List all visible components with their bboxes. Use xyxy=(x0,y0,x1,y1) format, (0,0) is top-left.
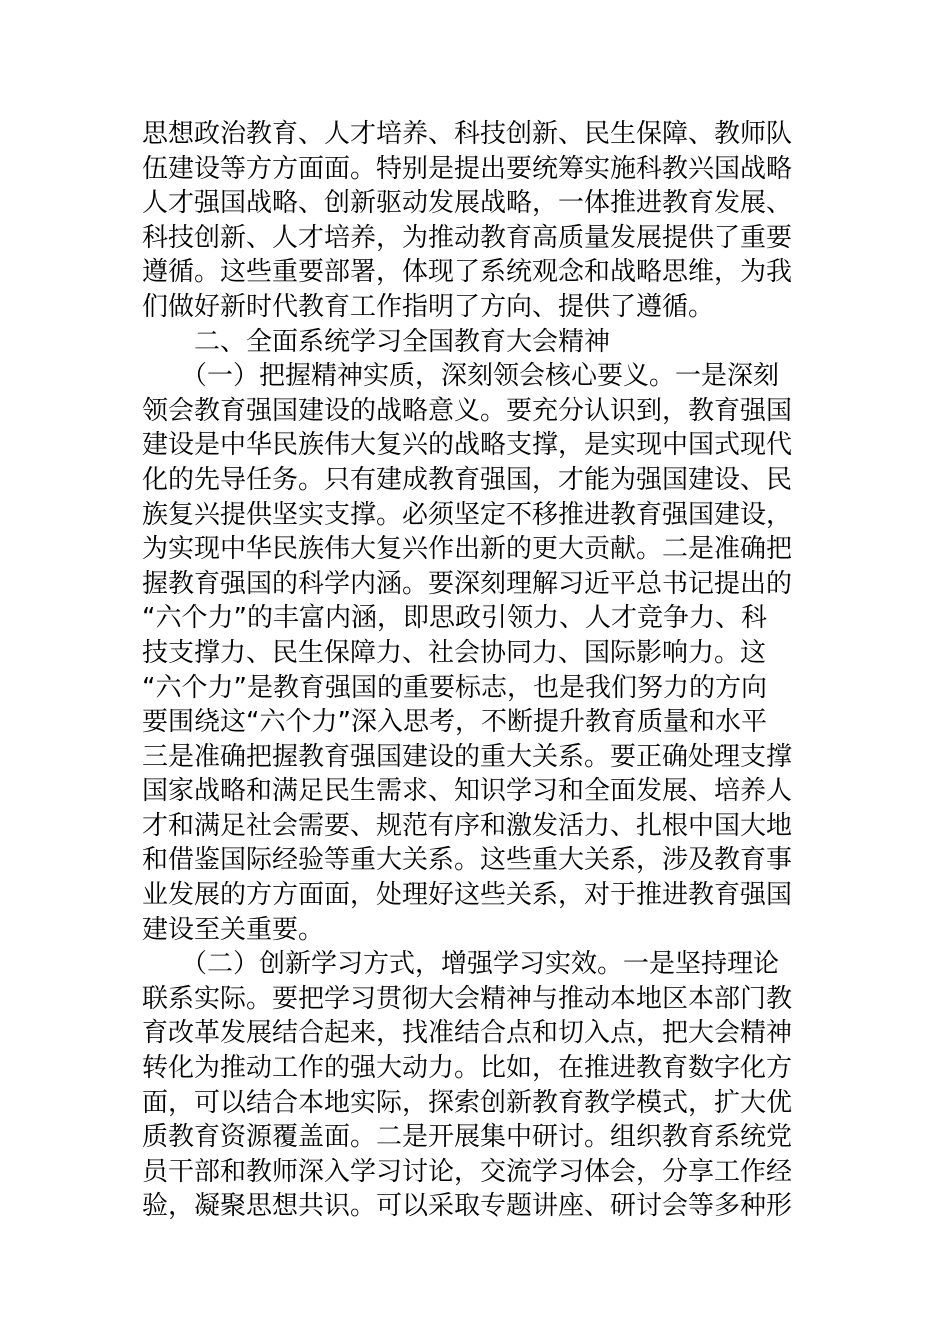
text-line: 思想政治教育、人才培养、科技创新、民生保障、教师队 xyxy=(142,119,793,149)
text-line: 们做好新时代教育工作指明了方向、提供了遵循。 xyxy=(142,291,715,322)
text-line: 为实现中华民族伟大复兴作出新的更大贡献。二是准确把 xyxy=(142,534,793,565)
text-line: 伍建设等方方面面。特别是提出要统筹实施科教兴国战略 xyxy=(142,153,793,184)
text-line: 员干部和教师深入学习讨论，交流学习体会，分享工作经 xyxy=(142,1156,793,1187)
text-line: 建设是中华民族伟大复兴的战略支撑，是实现中国式现代 xyxy=(142,430,793,461)
text-line: 二、全面系统学习全国教育大会精神 xyxy=(142,326,611,357)
text-line: 面，可以结合本地实际，探索创新教育教学模式，扩大优 xyxy=(142,1087,793,1118)
text-line: 握教育强国的科学内涵。要深刻理解习近平总书记提出的 xyxy=(142,568,793,599)
text-line: 和借鉴国际经验等重大关系。这些重大关系，涉及教育事 xyxy=(142,845,793,876)
text-line: 联系实际。要把学习贯彻大会精神与推动本地区本部门教 xyxy=(142,983,793,1014)
text-line: “六个力”是教育强国的重要标志，也是我们努力的方向 xyxy=(142,672,767,703)
text-line: 技支撑力、民生保障力、社会协同力、国际影响力。这 xyxy=(142,637,767,668)
text-line: 育改革发展结合起来，找准结合点和切入点，把大会精神 xyxy=(142,1018,793,1049)
text-line: 遵循。这些重要部署，体现了系统观念和战略思维，为我 xyxy=(142,257,793,288)
text-line: 国家战略和满足民生需求、知识学习和全面发展、培养人 xyxy=(142,776,793,807)
text-line: 化的先导任务。只有建成教育强国，才能为强国建设、民 xyxy=(142,464,793,495)
text-line: （二）创新学习方式，增强学习实效。一是坚持理论 xyxy=(142,949,780,980)
text-line: 业发展的方方面面，处理好这些关系，对于推进教育强国 xyxy=(142,880,793,911)
text-line: 族复兴提供坚实支撑。必须坚定不移推进教育强国建设， xyxy=(142,499,793,530)
text-line: 领会教育强国建设的战略意义。要充分认识到，教育强国 xyxy=(142,395,793,426)
text-line: 三是准确把握教育强国建设的重大关系。要正确处理支撑 xyxy=(142,741,793,772)
text-line: 科技创新、人才培养，为推动教育高质量发展提供了重要 xyxy=(142,222,793,253)
text-line: “六个力”的丰富内涵，即思政引领力、人才竞争力、科 xyxy=(142,603,767,634)
text-line: 人才强国战略、创新驱动发展战略，一体推进教育发展、 xyxy=(142,188,793,219)
text-line: 建设至关重要。 xyxy=(142,914,325,945)
text-line: 转化为推动工作的强大动力。比如，在推进教育数字化方 xyxy=(142,1053,793,1084)
text-line: 验，凝聚思想共识。可以采取专题讲座、研讨会等多种形 xyxy=(142,1191,793,1222)
text-line: 质教育资源覆盖面。二是开展集中研讨。组织教育系统党 xyxy=(142,1122,793,1153)
text-line: （一）把握精神实质，深刻领会核心要义。一是深刻 xyxy=(142,361,780,392)
text-line: 要围绕这“六个力”深入思考，不断提升教育质量和水平 xyxy=(142,707,767,738)
document-body xyxy=(142,117,812,1224)
text-line: 才和满足社会需要、规范有序和激发活力、扎根中国大地 xyxy=(142,810,793,841)
